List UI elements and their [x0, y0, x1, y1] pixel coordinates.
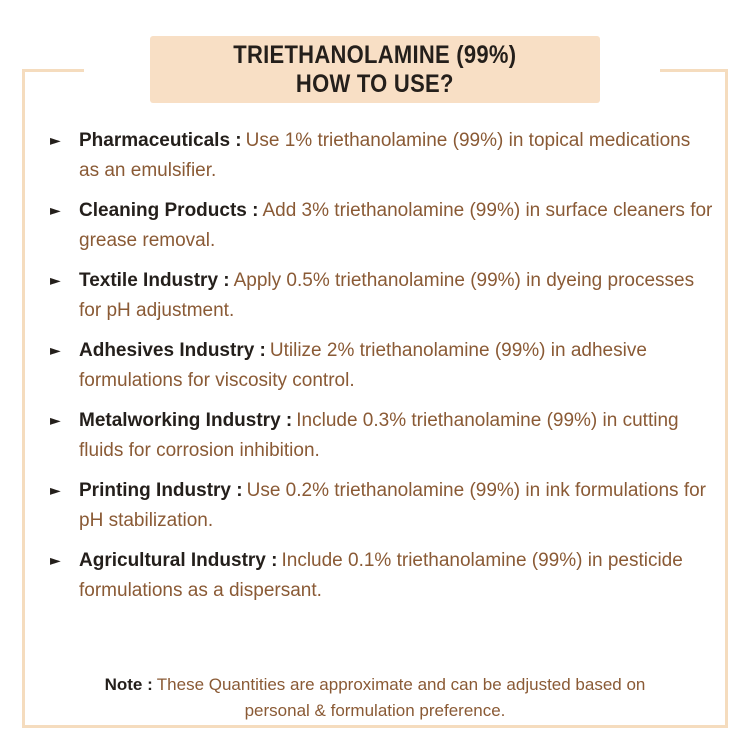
list-item: [50, 546, 714, 606]
frame-right-border: [725, 69, 728, 728]
arrow-bullet-icon: ►: [50, 553, 61, 569]
list-item-text: [79, 126, 714, 186]
list-item-text: [79, 266, 714, 326]
item-description: Utilize 2% triethanolamine (99%) in adhesive formulations for viscosity control.: [79, 340, 647, 391]
list-item: [50, 266, 714, 326]
title-banner: [150, 36, 600, 103]
list-item-text: [79, 476, 714, 536]
note: [85, 672, 665, 724]
frame-left-border: [22, 69, 25, 728]
item-label: Printing Industry :: [79, 480, 243, 501]
item-label: Adhesives Industry :: [79, 340, 266, 361]
item-description: Include 0.3% triethanolamine (99%) in cutting fluids for corrosion inhibition.: [79, 410, 679, 461]
item-description: Use 1% triethanolamine (99%) in topical medications as an emulsifier.: [79, 130, 691, 181]
note-label: Note :: [104, 675, 153, 694]
list-item-text: [79, 196, 714, 256]
list-item: [50, 476, 714, 536]
frame-top-right-border: [660, 69, 728, 72]
frame-bottom-border: [22, 725, 728, 728]
item-description: Use 0.2% triethanolamine (99%) in ink formulations for pH stabilization.: [79, 480, 706, 531]
list-item: [50, 196, 714, 256]
item-label: Textile Industry :: [79, 270, 230, 291]
item-description: Add 3% triethanolamine (99%) in surface cleaners for grease removal.: [79, 200, 713, 251]
list-item-text: [79, 546, 714, 606]
list-item: [50, 406, 714, 466]
arrow-bullet-icon: ►: [50, 343, 61, 359]
item-label: Cleaning Products :: [79, 200, 259, 221]
list-item-text: [79, 336, 714, 396]
title-line1: TRIETHANOLAMINE (99%): [233, 40, 517, 69]
item-description: Apply 0.5% triethanolamine (99%) in dyeing processes for pH adjustment.: [79, 270, 695, 321]
item-label: Agricultural Industry :: [79, 550, 278, 571]
arrow-bullet-icon: ►: [50, 413, 61, 429]
arrow-bullet-icon: ►: [50, 483, 61, 499]
arrow-bullet-icon: ►: [50, 203, 61, 219]
item-label: Metalworking Industry :: [79, 410, 293, 431]
item-description: Include 0.1% triethanolamine (99%) in pesticide formulations as a dispersant.: [79, 550, 683, 601]
arrow-bullet-icon: ►: [50, 133, 61, 149]
list-item: [50, 126, 714, 186]
arrow-bullet-icon: ►: [50, 273, 61, 289]
list-item-text: [79, 406, 714, 466]
usage-list: [50, 126, 714, 616]
item-label: Pharmaceuticals :: [79, 130, 242, 151]
list-item: [50, 336, 714, 396]
title-line2: HOW TO USE?: [296, 69, 454, 98]
page-title: [233, 41, 516, 99]
frame-top-left-border: [22, 69, 84, 72]
note-text: These Quantities are approximate and can be adjusted based on personal & formulation preference.: [156, 675, 646, 720]
